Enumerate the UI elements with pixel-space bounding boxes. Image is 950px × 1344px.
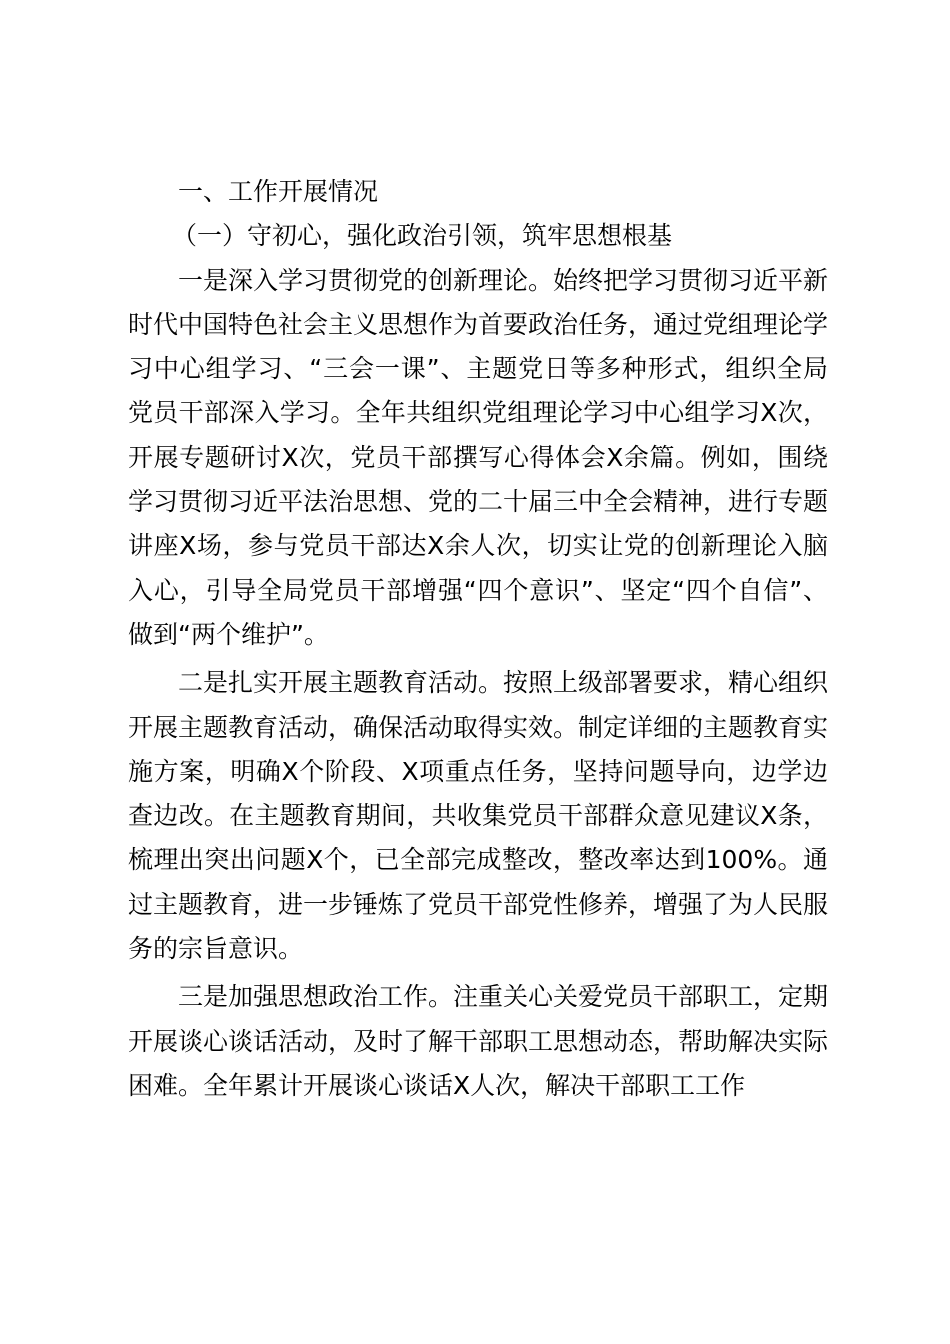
paragraph-theme-education: 二是扎实开展主题教育活动。按照上级部署要求，精心组织开展主题教育活动，确保活动取得实效。制定详细的主题教育实施方案，明确X个阶段、X项重点任务，坚持问题导向，边学边查边改。在主题教育期间，共收集党员干部群众意见建议X条，梳理出突出问题X个，已全部完成整改，整改率达到100%。通过主题教育，进一步锤炼了党员干部党性修养，增强了为人民服务的宗旨意识。 (128, 668, 829, 964)
paragraph-theory-study: 一是深入学习贯彻党的创新理论。始终把学习贯彻习近平新时代中国特色社会主义思想作为首要政治任务，通过党组理论学习中心组学习、“三会一课”、主题党日等多种形式，组织全局党员干部深入学习。全年共组织党组理论学习中心组学习X次，开展专题研讨X次，党员干部撰写心得体会X余篇。例如，围绕学习贯彻习近平法治思想、党的二十届三中全会精神，进行专题讲座X场，参与党员干部达X余人次，切实让党的创新理论入脑入心，引导全局党员干部增强“四个意识”、坚定“四个自信”、做到“两个维护”。 (128, 265, 829, 649)
document-page (128, 170, 828, 1108)
paragraph-ideological-work: 三是加强思想政治工作。注重关心关爱党员干部职工，定期开展谈心谈话活动，及时了解干部职工思想动态，帮助解决实际困难。全年累计开展谈心谈话X人次，解决干部职工工作 (128, 982, 829, 1100)
subsection-heading: （一）守初心，强化政治引领，筑牢思想根基 (172, 221, 673, 251)
section-heading: 一、工作开展情况 (178, 177, 379, 206)
